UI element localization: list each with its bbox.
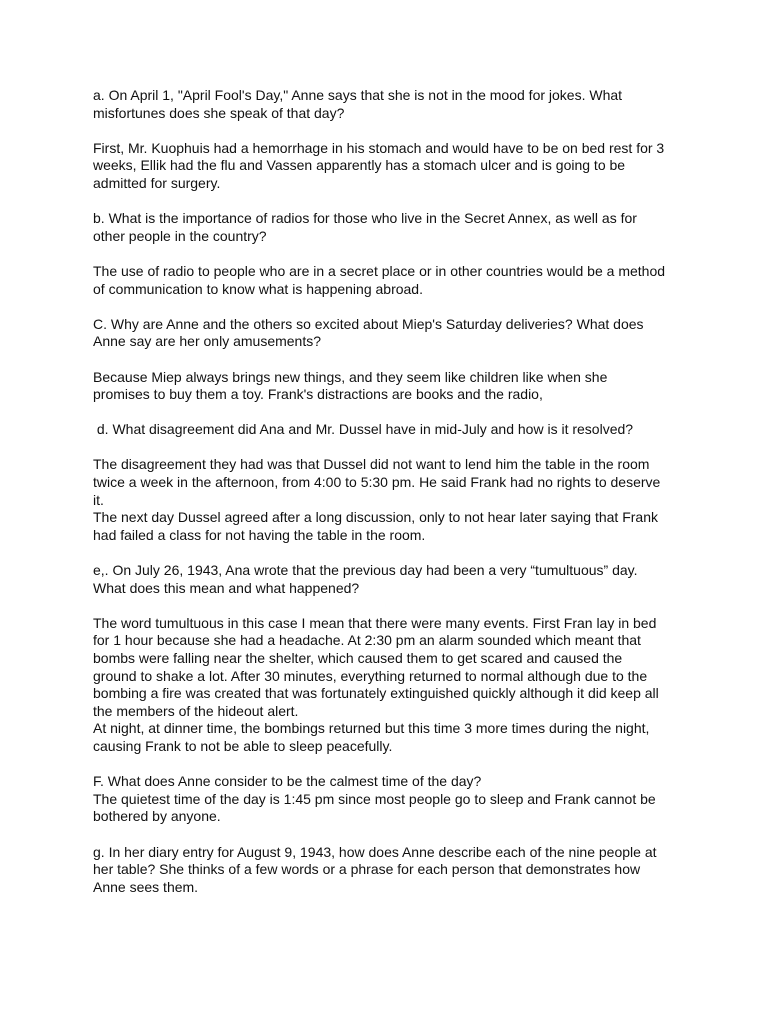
paragraph [93, 87, 683, 122]
text-line: What does this mean and what happened? [93, 579, 360, 596]
text-line: d. What disagreement did Ana and Mr. Dussel have in mid-July and how is it resolved? [93, 421, 634, 438]
paragraph [93, 456, 683, 544]
text-line: of communication to know what is happening abroad. [93, 280, 423, 297]
text-line: The use of radio to people who are in a secret place or in other countries would be a method [93, 262, 666, 279]
text-line: a. On April 1, "April Fool's Day," Anne says that she is not in the mood for jokes. What [93, 87, 623, 103]
text-line: for 1 hour because she had a headache. At 2:30 pm an alarm sounded which meant that [93, 632, 641, 649]
text-line: weeks, Ellik had the flu and Vassen apparently has a stomach ulcer and is going to be [93, 157, 626, 174]
text-line: C. Why are Anne and the others so excited about Miep's Saturday deliveries? What does [93, 315, 644, 332]
text-line: Anne say are her only amusements? [93, 333, 322, 350]
paragraph [93, 844, 683, 897]
paragraph [93, 369, 683, 404]
text-line: At night, at dinner time, the bombings returned but this time 3 more times during the night, [93, 720, 650, 737]
paragraph [93, 140, 683, 193]
text-line: The word tumultuous in this case I mean that there were many events. First Fran lay in bed [93, 614, 657, 631]
paragraph [93, 615, 683, 756]
paragraph [93, 421, 683, 439]
text-line: causing Frank to not be able to sleep peacefully. [93, 737, 393, 754]
text-line: Because Miep always brings new things, and they seem like children like when she [93, 368, 608, 385]
text-line: b. What is the importance of radios for those who live in the Secret Annex, as well as for [93, 210, 637, 227]
text-line: it. [93, 491, 104, 508]
text-line: her table? She thinks of a few words or a phrase for each person that demonstrates how [93, 861, 641, 878]
text-line: The next day Dussel agreed after a long discussion, only to not hear later saying that Frank [93, 509, 658, 526]
paragraph [93, 263, 683, 298]
text-line: bombs were falling near the shelter, which caused them to get scared and caused the [93, 650, 623, 666]
text-line: The quietest time of the day is 1:45 pm since most people go to sleep and Frank cannot be [93, 790, 656, 807]
text-line: g. In her diary entry for August 9, 1943, how does Anne describe each of the nine people at [93, 843, 657, 860]
text-line: The disagreement they had was that Dussel did not want to lend him the table in the room [93, 456, 650, 473]
text-line: F. What does Anne consider to be the calmest time of the day? [93, 773, 482, 790]
text-line: bothered by anyone. [93, 808, 221, 825]
paragraph [93, 773, 683, 826]
text-line: bombing a fire was created that was fortunately extinguished quickly although it did keep all [93, 685, 659, 702]
text-line: ground to shake a lot. After 30 minutes, everything returned to normal although due to the [93, 667, 648, 684]
text-line: Anne sees them. [93, 878, 199, 895]
document-body [93, 87, 683, 914]
text-line: the members of the hideout alert. [93, 702, 299, 719]
text-line: misfortunes does she speak of that day? [93, 104, 345, 121]
paragraph [93, 210, 683, 245]
paragraph [93, 316, 683, 351]
text-line: First, Mr. Kuophuis had a hemorrhage in his stomach and would have to be on bed rest for 3 [93, 139, 665, 156]
text-line: admitted for surgery. [93, 174, 221, 191]
text-line: other people in the country? [93, 227, 267, 244]
text-line: twice a week in the afternoon, from 4:00 to 5:30 pm. He said Frank had no rights to deserve [93, 474, 661, 491]
paragraph [93, 562, 683, 597]
text-line: had failed a class for not having the table in the room. [93, 526, 426, 543]
text-line: promises to buy them a toy. Frank's distractions are books and the radio, [93, 386, 543, 403]
text-line: e,. On July 26, 1943, Ana wrote that the previous day had been a very “tumultuous” day. [93, 562, 638, 579]
